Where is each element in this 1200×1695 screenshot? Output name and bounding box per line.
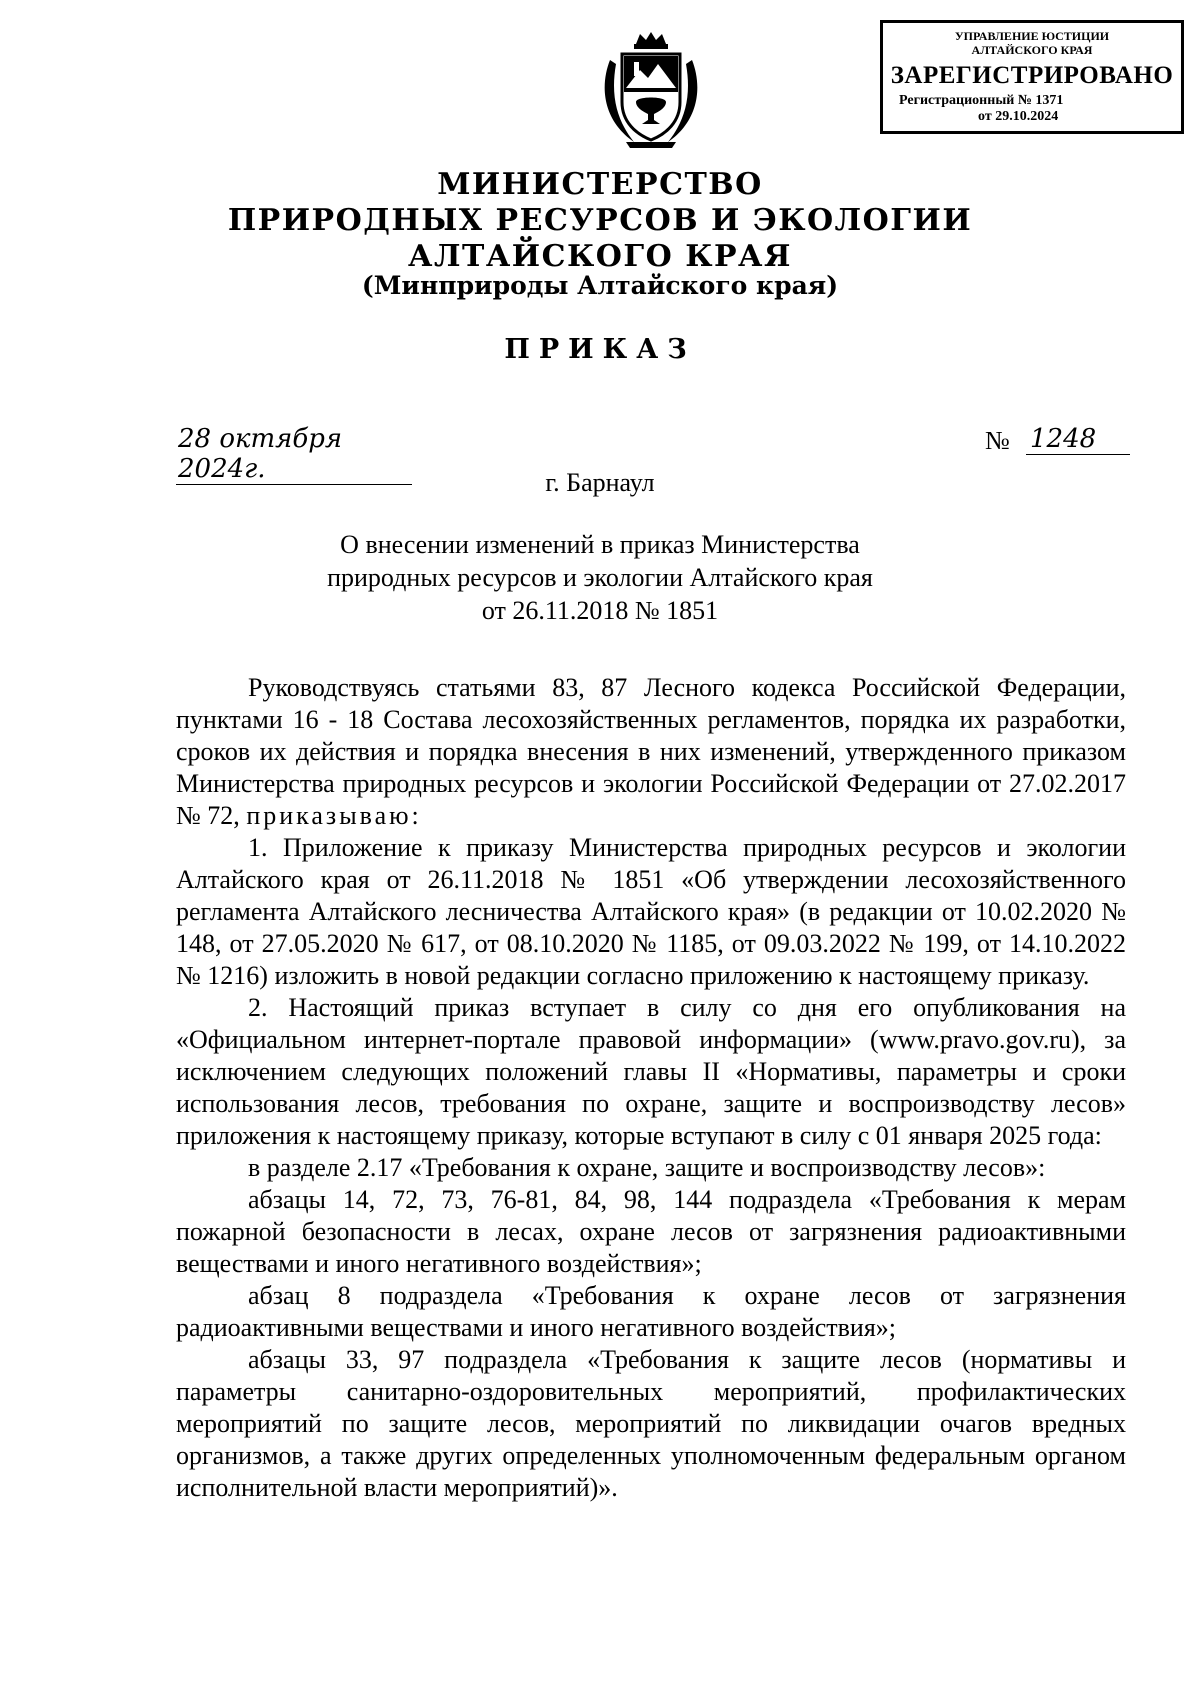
order-title-line1: О внесении изменений в приказ Министерства (340, 530, 860, 559)
order-date: 28 октября 2024г. (176, 424, 412, 485)
ministry-title-line3: АЛТАЙСКОГО КРАЯ (408, 239, 792, 274)
ministry-abbreviation: (Минприроды Алтайского края) (361, 271, 839, 300)
ministry-title-line2: ПРИРОДНЫХ РЕСУРСОВ И ЭКОЛОГИИ (227, 203, 973, 238)
intro-directive: приказываю: (246, 801, 422, 830)
document-type: ПРИКАЗ (504, 334, 696, 365)
paragraph-3: в разделе 2.17 «Требования к охране, защите и воспроизводству лесов»: (248, 1153, 1046, 1182)
paragraph-5: абзац 8 подраздела «Требования к охране лесов от загрязнения радиоактивными веществами и иного негативного воздействия»; (176, 1281, 1126, 1342)
paragraph-1: 1. Приложение к приказу Министерства природных ресурсов и экологии Алтайского края от 26.11.2018 № 1851 «Об утверждении лесохозяйственного регламента Алтайского лесничества Алтайского края» (в редакции от 10.02.2020 № 148, от 27.05.2020 № 617, от 08.10.2020 № 1185, от 09.03.2022 № 199, от 14.10.2022 № 1216) изложить в новой редакции согласно приложению к настоящему приказу. (176, 833, 1126, 990)
order-body (176, 672, 1126, 1504)
intro-paragraph (176, 672, 1126, 832)
city: г. Барнаул (545, 468, 655, 497)
stamp-reg-number: Регистрационный № 1371 (899, 93, 1064, 108)
order-number-label: № (985, 426, 1010, 455)
paragraph-2: 2. Настоящий приказ вступает в силу со дня его опубликования на «Официальном интернет-портале правовой информации» (www.pravo.gov.ru), за исключением следующих положений главы II «Нормативы, параметры и сроки использования лесов, требования по охране, защите и воспроизводству лесов» приложения к настоящему приказу, которые вступают в силу с 01 января 2025 года: (176, 993, 1126, 1150)
coat-of-arms-icon (596, 30, 706, 150)
order-title-line2: природных ресурсов и экологии Алтайского края (327, 563, 873, 592)
paragraph-6: абзацы 33, 97 подраздела «Требования к защите лесов (нормативы и параметры санитарно-оздоровительных мероприятий, профилактических мероприятий по защите лесов, мероприятий по ликвидации очагов вредных организмов, а также других определенных уполномоченным федеральным органом исполнительной власти мероприятий)». (176, 1345, 1126, 1502)
order-number: 1248 (1026, 424, 1130, 455)
paragraph-4: абзацы 14, 72, 73, 76-81, 84, 98, 144 подраздела «Требования к мерам пожарной безопасности в лесах, охране лесов от загрязнения радиоактивными веществами и иного негативного воздействия»; (176, 1185, 1126, 1278)
stamp-status: ЗАРЕГИСТРИРОВАНО (890, 62, 1174, 89)
stamp-org-line2: АЛТАЙСКОГО КРАЯ (971, 43, 1093, 57)
stamp-reg-date: от 29.10.2024 (978, 109, 1059, 124)
registration-stamp (880, 20, 1184, 134)
ministry-title-line1: МИНИСТЕРСТВО (437, 167, 763, 202)
stamp-org-line1: УПРАВЛЕНИЕ ЮСТИЦИИ (954, 29, 1110, 43)
intro-text: Руководствуясь статьями 83, 87 Лесного кодекса Российской Федерации, пунктами 16 - 18 Состава лесохозяйственных регламентов, порядка их разработки, сроков их действия и порядка внесения в них изменений, утвержденного приказом Министерства природных ресурсов и экологии Российской Федерации от 27.02.2017 № 72, (176, 673, 1126, 830)
order-title-line3: от 26.11.2018 № 1851 (481, 596, 719, 625)
order-title (0, 528, 1200, 627)
